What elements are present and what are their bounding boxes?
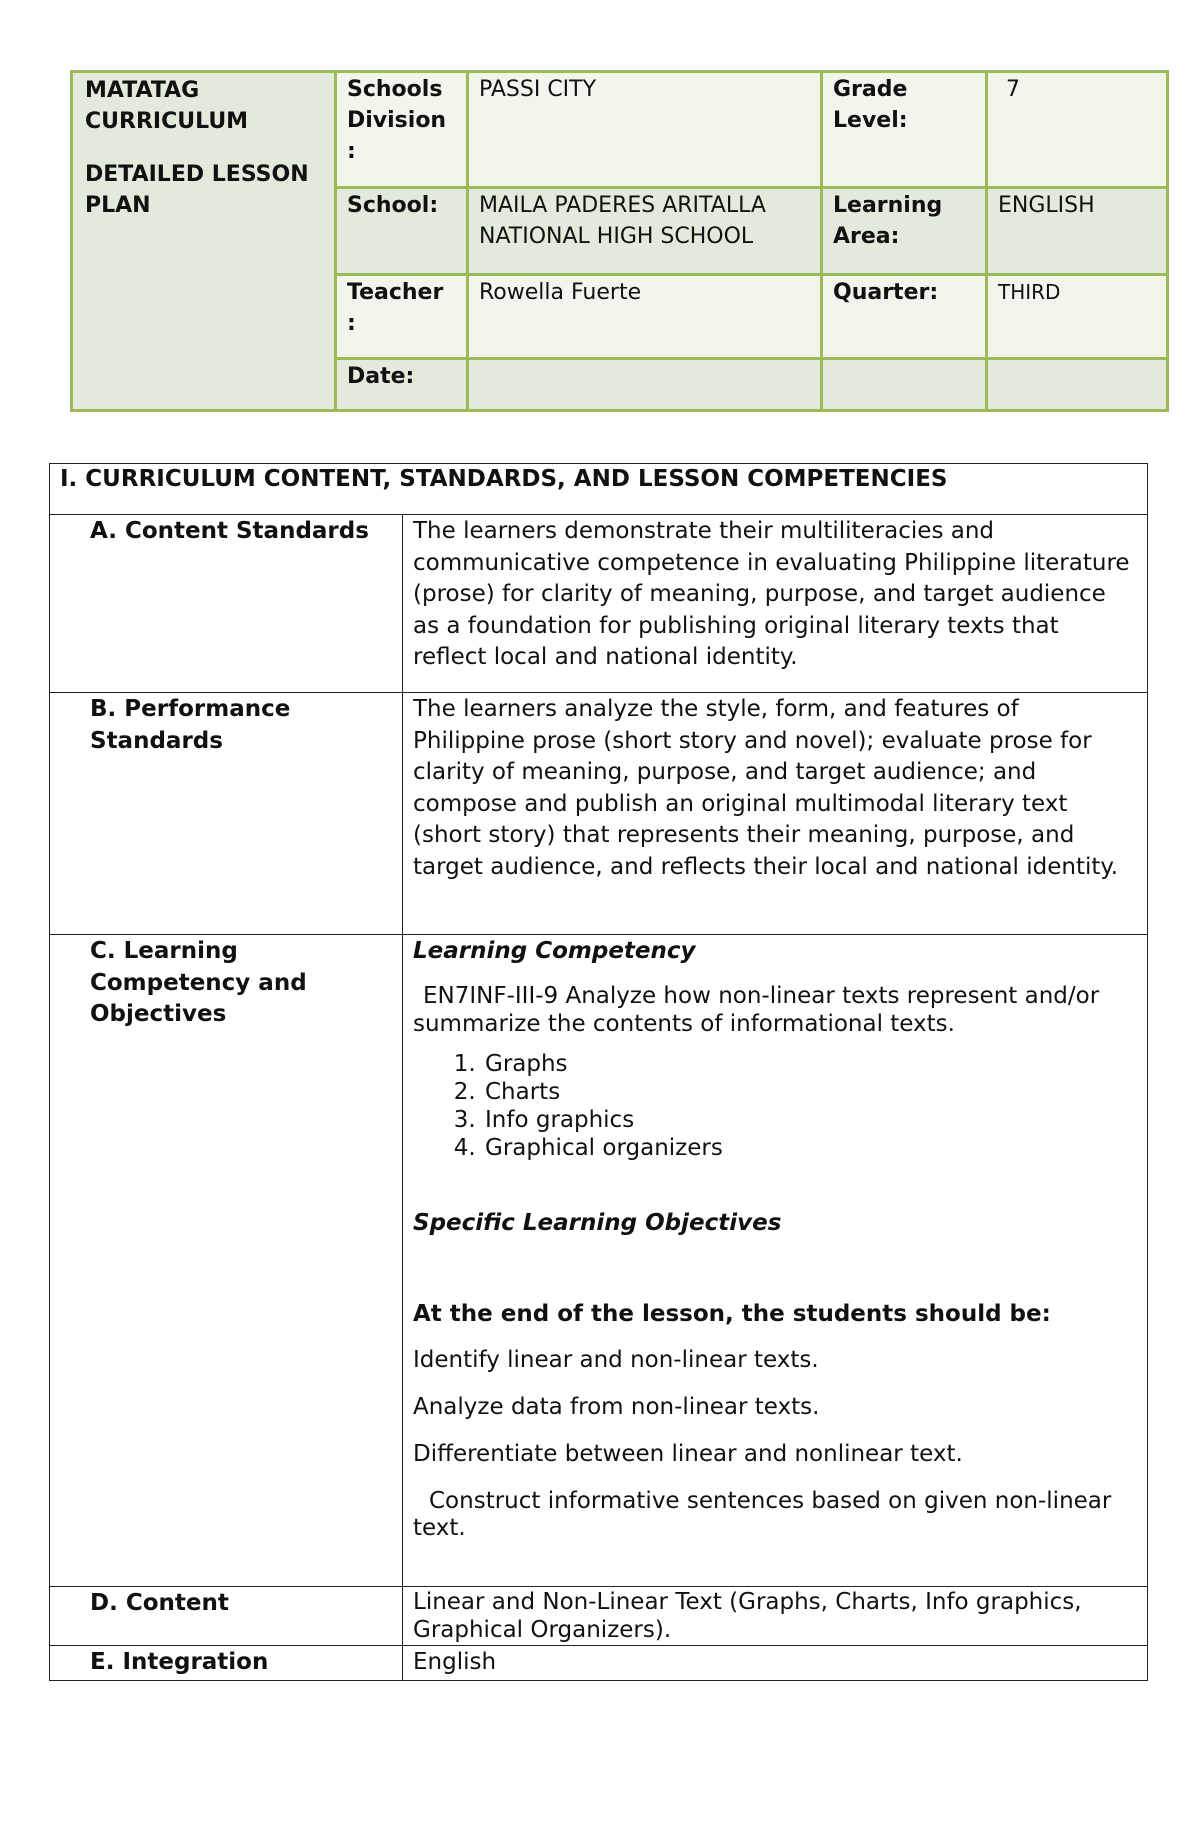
date-empty-cell-1	[822, 358, 987, 410]
integration-text: English	[403, 1646, 1148, 1681]
content-standards-label: A. Content Standards	[50, 515, 403, 693]
title-line-2: CURRICULUM	[85, 109, 249, 134]
objective-item: Construct informative sentences based on given non-linear text.	[413, 1487, 1112, 1541]
schools-division-value: PASSI CITY	[468, 72, 822, 188]
quarter-label: Quarter:	[822, 274, 987, 358]
performance-standards-label: B. Performance Standards	[50, 693, 403, 935]
integration-label: E. Integration	[50, 1646, 403, 1681]
objective-item: Identify linear and non-linear texts.	[413, 1346, 819, 1373]
content-standards-text: The learners demonstrate their multiliteracies and communicative competence in evaluating Philippine literature (prose) for clarity of meaning, purpose, and target audience as a foundation for publishing original literary texts that reflect local and national identity.	[403, 515, 1148, 693]
teacher-label: Teacher :	[336, 274, 468, 358]
list-item: 2. Charts	[483, 1078, 1137, 1106]
list-item: 4. Graphical organizers	[483, 1134, 1137, 1162]
competency-item-list	[413, 1050, 1137, 1162]
title-line-1: MATATAG	[85, 78, 200, 103]
quarter-value: THIRD	[987, 274, 1168, 358]
date-label: Date:	[336, 358, 468, 410]
date-empty-cell-2	[987, 358, 1168, 410]
subtitle-line-2: PLAN	[85, 193, 151, 218]
teacher-value: Rowella Fuerte	[468, 274, 822, 358]
content-text: Linear and Non-Linear Text (Graphs, Charts, Info graphics, Graphical Organizers).	[403, 1587, 1148, 1646]
learning-area-value: ENGLISH	[987, 188, 1168, 274]
objectives-intro: At the end of the lesson, the students should be:	[413, 1301, 1051, 1327]
performance-standards-text: The learners analyze the style, form, and features of Philippine prose (short story and novel); evaluate prose for clarity of meaning, purpose, and target audience; and compose and publish an original multimodal literary text (short story) that represents their meaning, purpose, and target audience, and reflects their local and national identity.	[403, 693, 1148, 935]
lesson-header-table	[70, 70, 1169, 412]
grade-level-value: 7	[987, 72, 1168, 188]
competency-label: C. Learning Competency and Objectives	[50, 935, 403, 1587]
list-item: 1. Graphs	[483, 1050, 1137, 1078]
specific-objectives-heading: Specific Learning Objectives	[413, 1209, 782, 1236]
content-label: D. Content	[50, 1587, 403, 1646]
curriculum-standards-table	[49, 463, 1148, 1681]
curriculum-title	[72, 72, 336, 411]
grade-level-label: Grade Level:	[822, 72, 987, 188]
school-label: School:	[336, 188, 468, 274]
learning-competency-text: EN7INF-III-9 Analyze how non-linear texts represent and/or summarize the contents of informational texts.	[413, 982, 1100, 1037]
competency-cell	[403, 935, 1148, 1587]
school-value: MAILA PADERES ARITALLA NATIONAL HIGH SCHOOL	[468, 188, 822, 274]
objective-item: Analyze data from non-linear texts.	[413, 1393, 820, 1420]
subtitle-line-1: DETAILED LESSON	[85, 162, 309, 187]
learning-competency-heading: Learning Competency	[413, 938, 696, 964]
objective-item: Differentiate between linear and nonlinear text.	[413, 1440, 963, 1467]
learning-area-label: Learning Area:	[822, 188, 987, 274]
date-value	[468, 358, 822, 410]
schools-division-label: Schools Division :	[336, 72, 468, 188]
list-item: 3. Info graphics	[483, 1106, 1137, 1134]
section-heading: I. CURRICULUM CONTENT, STANDARDS, AND LESSON COMPETENCIES	[50, 464, 1148, 515]
